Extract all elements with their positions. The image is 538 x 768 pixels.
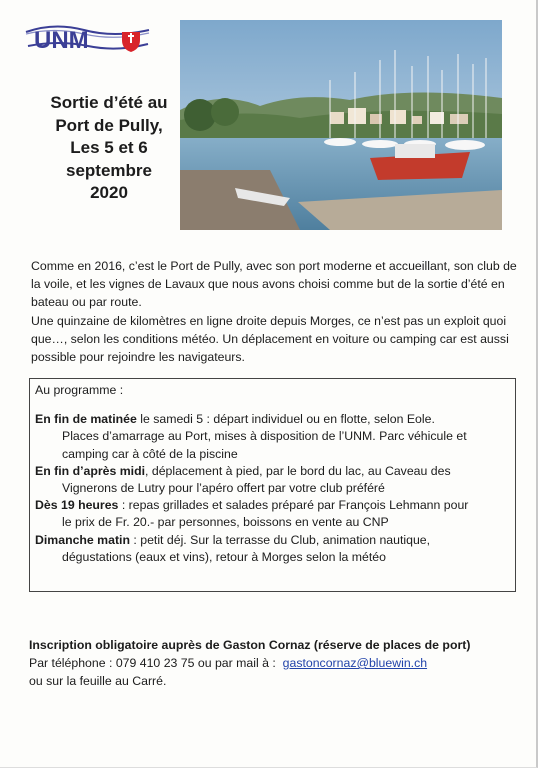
contact-line bbox=[29, 654, 519, 672]
program-item bbox=[35, 411, 508, 428]
email-link[interactable]: gastoncornaz@bluewin.ch bbox=[282, 656, 428, 670]
title-line: Sortie d’été au bbox=[50, 93, 168, 112]
program-item-continuation: dégustations (eaux et vins), retour à Morges selon la météo bbox=[62, 549, 386, 564]
contact-prefix: Par téléphone : 079 410 23 75 ou par mail à : bbox=[29, 656, 283, 670]
registration-footer bbox=[29, 636, 519, 690]
program-item-text: : repas grillades et salades préparé par François Lehmann pour bbox=[118, 498, 469, 513]
program-item bbox=[35, 532, 508, 549]
program-item-label: Dès 19 heures bbox=[35, 498, 119, 513]
program-item-label: Dimanche matin bbox=[35, 532, 130, 547]
title-line: 2020 bbox=[90, 183, 128, 202]
program-item-label: En fin d’après midi bbox=[35, 463, 146, 478]
intro-paragraph: Comme en 2016, c’est le Port de Pully, avec son port moderne et accueillant, son club de la voile, et les vignes de Lavaux que nous avons choisi comme but de la sortie d’été en bateau ou par route. bbox=[31, 259, 517, 310]
program-item-continuation: Vignerons de Lutry pour l’apéro offert par votre club préféré bbox=[62, 481, 385, 496]
registration-alt: ou sur la feuille au Carré. bbox=[29, 674, 167, 688]
unm-logo bbox=[24, 18, 154, 52]
intro-text bbox=[31, 257, 517, 366]
program-item-continuation: le prix de Fr. 20.- par personnes, boissons en vente au CNP bbox=[62, 515, 389, 530]
program-item-continuation: Places d’amarrage au Port, mises à disposition de l’UNM. Parc véhicule et camping car à côté de la piscine bbox=[62, 429, 467, 461]
program-item bbox=[35, 463, 508, 480]
program-item-text: le samedi 5 : départ individuel ou en flotte, selon Eole. bbox=[136, 412, 435, 427]
program-item-text: : petit déj. Sur la terrasse du Club, animation nautique, bbox=[129, 532, 431, 547]
program-item-text: , déplacement à pied, par le bord du lac, au Caveau des bbox=[145, 463, 451, 478]
harbor-photo bbox=[180, 20, 502, 230]
intro-paragraph: Une quinzaine de kilomètres en ligne droite depuis Morges, ce n’est pas un exploit quoi que…, selon les conditions météo. Un déplacement en voiture ou camping car est aussi possible pour rejoindre les navigateurs. bbox=[31, 313, 509, 365]
title-line: Port de Pully, bbox=[55, 115, 163, 135]
registration-heading: Inscription obligatoire auprès de Gaston Cornaz (réserve de places de port) bbox=[29, 638, 471, 652]
title-line: septembre bbox=[66, 160, 152, 180]
title-line: Les 5 et 6 bbox=[70, 138, 148, 157]
program-title: Au programme : bbox=[35, 383, 124, 397]
logo-text: UNM bbox=[34, 27, 89, 52]
program-item bbox=[35, 497, 508, 514]
program-item-label: En fin de matinée bbox=[35, 412, 137, 427]
event-title bbox=[34, 92, 184, 205]
program-box bbox=[29, 378, 516, 592]
